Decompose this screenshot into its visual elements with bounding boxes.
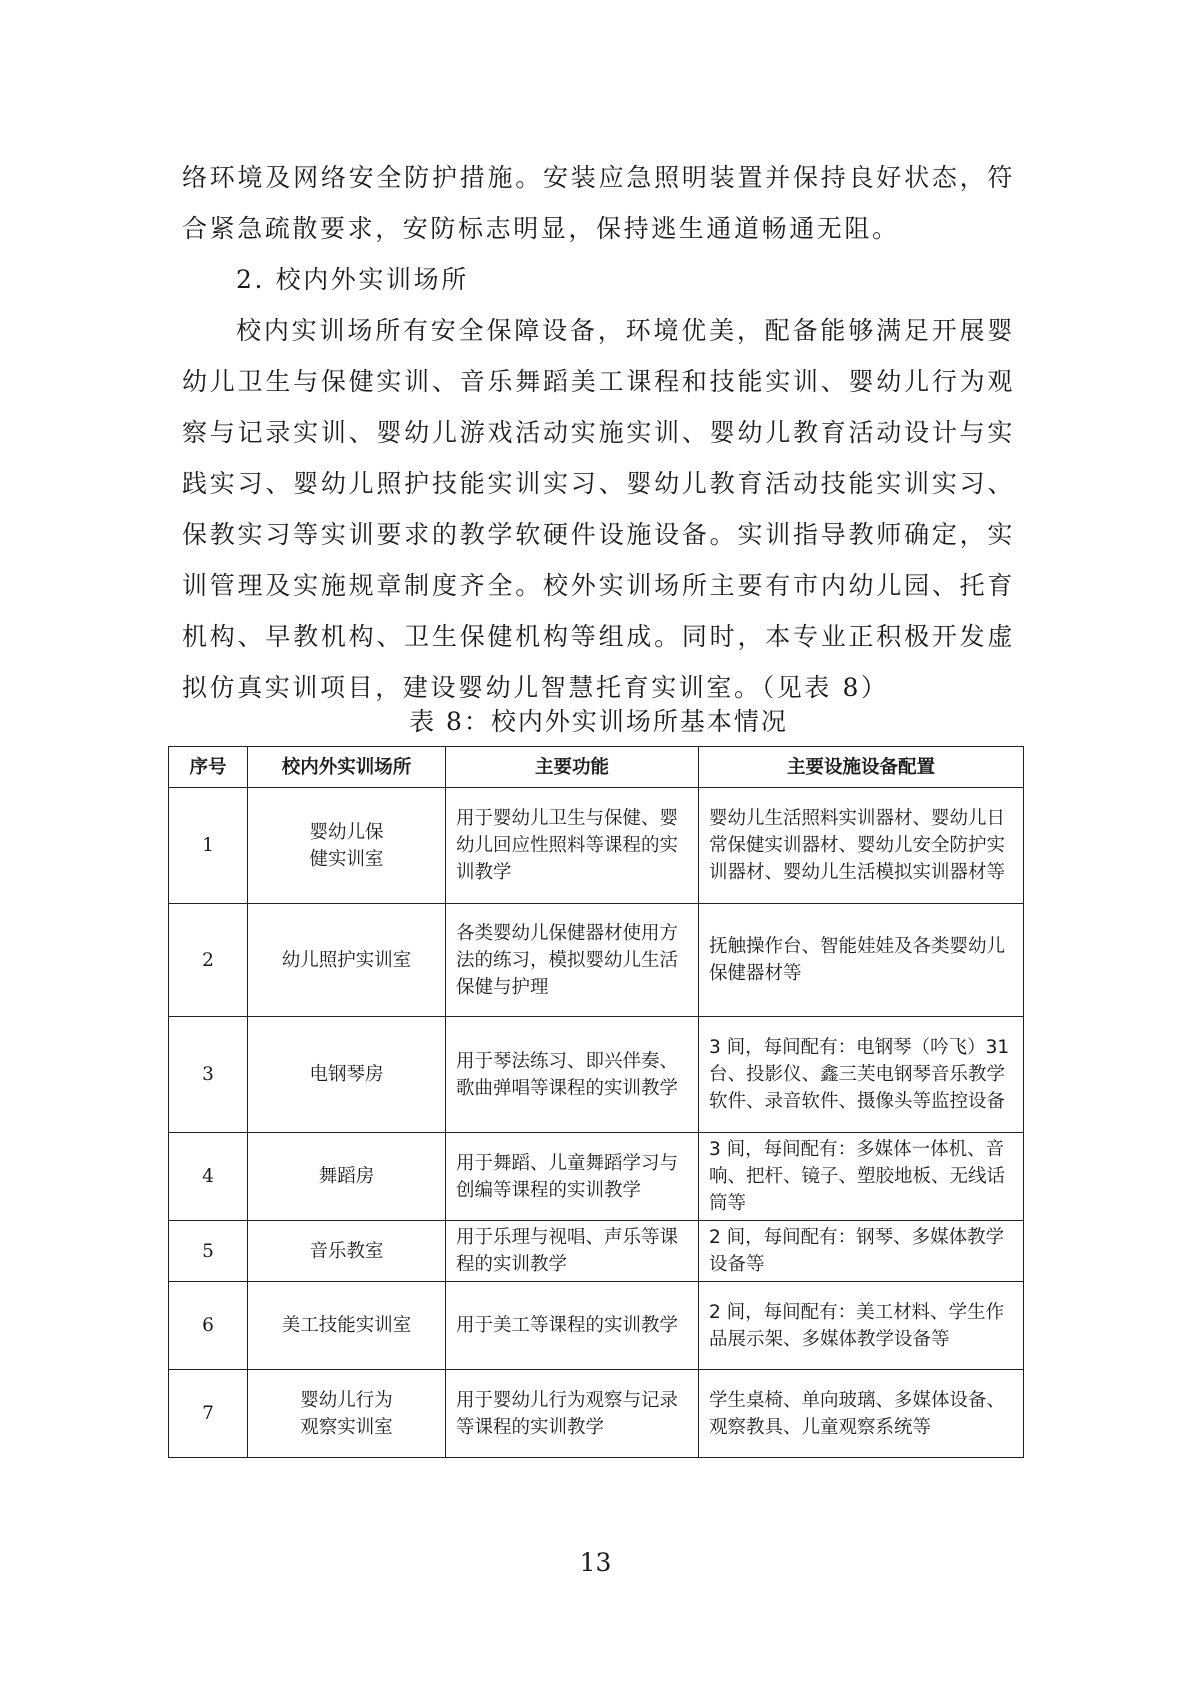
row-place [248, 1221, 446, 1282]
row-equipment: 2 间，每间配有：钢琴、多媒体教学设备等 [699, 1221, 1024, 1282]
row-equipment: 抚触操作台、智能娃娃及各类婴幼儿保健器材等 [699, 904, 1024, 1017]
row-equipment: 学生桌椅、单向玻璃、多媒体设备、观察教具、儿童观察系统等 [699, 1370, 1024, 1458]
header-function: 主要功能 [446, 747, 699, 788]
row-function: 用于美工等课程的实训教学 [446, 1282, 699, 1370]
row-place [248, 1370, 446, 1458]
row-equipment: 3 间，每间配有：多媒体一体机、音响、把杆、镜子、塑胶地板、无线话筒等 [699, 1133, 1024, 1221]
section-heading: 2. 校内外实训场所 [236, 265, 469, 294]
header-no: 序号 [169, 747, 248, 788]
row-place-line: 电钢琴房 [309, 1064, 384, 1085]
training-sites-table [168, 746, 1024, 1458]
header-place: 校内外实训场所 [248, 747, 446, 788]
paragraph-training-sites: 校内实训场所有安全保障设备，环境优美，配备能够满足开展婴幼儿卫生与保健实训、音乐舞蹈美工课程和技能实训、婴幼儿行为观察与记录实训、婴幼儿游戏活动实施实训、婴幼儿教育活动设计与实践实习、婴幼儿照护技能实训实习、婴幼儿教育活动技能实训实习、保教实习等实训要求的教学软硬件设施设备。实训指导教师确定，实训管理及实施规章制度齐全。校外实训场所主要有市内幼儿园、托育机构、早教机构、卫生保健机构等组成。同时，本专业正积极开发虚拟仿真实训项目，建设婴幼儿智慧托育实训室。（见表 8） [182, 316, 1015, 702]
row-place-line: 婴幼儿行为 [300, 1389, 393, 1411]
row-place [248, 1017, 446, 1133]
body-text [182, 152, 1015, 713]
row-place-line: 幼儿照护实训室 [281, 949, 412, 971]
row-place [248, 1282, 446, 1370]
table-row [169, 1221, 1024, 1282]
table-row [169, 1017, 1024, 1133]
row-place-line: 婴幼儿保 [309, 821, 384, 843]
row-no: 5 [169, 1221, 248, 1282]
table-row [169, 788, 1024, 904]
row-function: 用于琴法练习、即兴伴奏、歌曲弹唱等课程的实训教学 [446, 1017, 699, 1133]
row-function: 用于婴幼儿卫生与保健、婴幼儿回应性照料等课程的实训教学 [446, 788, 699, 904]
row-place-line: 健实训室 [309, 848, 384, 870]
row-no: 7 [169, 1370, 248, 1458]
row-no: 4 [169, 1133, 248, 1221]
row-function: 用于婴幼儿行为观察与记录等课程的实训教学 [446, 1370, 699, 1458]
table-row [169, 1282, 1024, 1370]
page-number: 13 [579, 1548, 612, 1577]
row-place-line: 舞蹈房 [318, 1166, 375, 1187]
row-place [248, 788, 446, 904]
table-header-row [169, 747, 1024, 788]
table-row [169, 1370, 1024, 1458]
table-caption: 表 8：校内外实训场所基本情况 [409, 707, 788, 736]
row-function: 各类婴幼儿保健器材使用方法的练习，模拟婴幼儿生活保健与护理 [446, 904, 699, 1017]
row-no: 3 [169, 1017, 248, 1133]
row-function: 用于舞蹈、儿童舞蹈学习与创编等课程的实训教学 [446, 1133, 699, 1221]
table-row [169, 904, 1024, 1017]
row-no: 6 [169, 1282, 248, 1370]
paragraph-network-safety: 络环境及网络安全防护措施。安装应急照明装置并保持良好状态，符合紧急疏散要求，安防标志明显，保持逃生通道畅通无阻。 [182, 163, 1015, 243]
row-equipment: 3 间，每间配有：电钢琴（吟飞）31 台、投影仪、鑫三芙电钢琴音乐教学软件、录音软件、摄像头等监控设备 [699, 1017, 1024, 1133]
row-no: 2 [169, 904, 248, 1017]
header-equipment: 主要设施设备配置 [699, 747, 1024, 788]
row-equipment: 婴幼儿生活照料实训器材、婴幼儿日常保健实训器材、婴幼儿安全防护实训器材、婴幼儿生活模拟实训器材等 [699, 788, 1024, 904]
row-place-line: 观察实训室 [300, 1416, 393, 1438]
row-function: 用于乐理与视唱、声乐等课程的实训教学 [446, 1221, 699, 1282]
row-place [248, 904, 446, 1017]
table-row [169, 1133, 1024, 1221]
row-equipment: 2 间，每间配有：美工材料、学生作品展示架、多媒体教学设备等 [699, 1282, 1024, 1370]
row-no: 1 [169, 788, 248, 904]
row-place-line: 美工技能实训室 [281, 1315, 412, 1336]
row-place [248, 1133, 446, 1221]
row-place-line: 音乐教室 [309, 1240, 384, 1262]
